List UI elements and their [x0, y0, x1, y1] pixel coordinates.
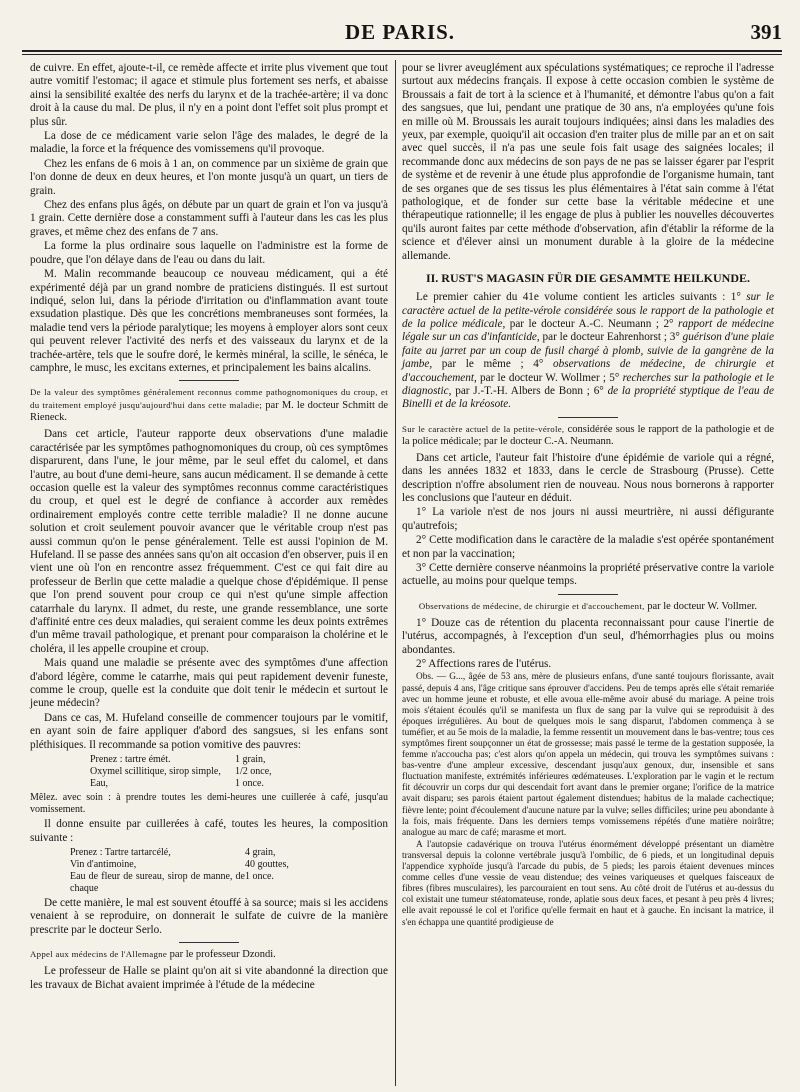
article-title: rapport de médecine légale sur un cas d'infanticide [402, 317, 774, 344]
text-run: , par J.-T.-H. Albers de Bonn ; 6° [448, 384, 608, 397]
article-title: sur le caractère actuel de la petite-vérole considérée sous le rapport de la pathologie et de la police médicale [402, 291, 775, 330]
page-header [0, 0, 800, 60]
text-run: , par le docteur Eahrenhorst ; 3° [536, 331, 683, 344]
text-run: , par le docteur W. Wollmer ; 5° [473, 371, 623, 384]
ingredient: Oxymel scillitique, sirop simple, [90, 766, 221, 778]
paragraph: Mais quand une maladie se présente avec des symptômes d'une affection d'abord légère, comme le catarrhe, mais qui peut rapidement devenir funeste, comme le croup, quelle est la conduite que doit tenir le médecin et surtout le jeune médecin? [30, 657, 388, 710]
paragraph: 1° Douze cas de rétention du placenta reconnaissant pour cause l'inertie de l'utérus, accompagnés, à l'exception d'un seul, d'hémorrhagies plus ou moins abondantes. [402, 616, 774, 656]
paragraph: de cuivre. En effet, ajoute-t-il, ce remède affecte et irrite plus vivement que tout autre vomitif l'estomac; il agace et stimule plus fortement ses nerfs, et abaisse ainsi la sensibilité exaltée des nerfs du larynx et de la trachée-artère; il va donc droit à la cause du mal. De plus, il n'y en a point dont l'effet soit plus prompt et plus sûr. [30, 62, 388, 128]
article-heading [30, 386, 388, 424]
article-title: de la propriété styptique de l'eau de Binelli et de la kréosote. [402, 384, 774, 411]
dose: 4 grain, [245, 846, 276, 858]
prescription-line [30, 754, 388, 766]
article-heading-author: par le docteur W. Vollmer. [647, 600, 758, 612]
paragraph [402, 291, 774, 412]
article-title: recherches sur la pathologie et le diagnostic [402, 371, 775, 397]
paragraph: La dose de ce médicament varie selon l'âge des malades, le degré de la maladie, la force et la fréquence des vomissemens qu'il provoque. [30, 130, 388, 156]
ingredient: Vin d'antimoine, [70, 858, 137, 870]
header-rule [22, 50, 782, 52]
paragraph: pour se livrer aveuglément aux spéculations systématiques; ce reproche il l'adresse surtout aux médecins français. Il expose à cette occasion combien le système de Broussais a fait de tort à la science et à l'humanité, et démontre l'abus qu'on a fait des sangsues, que lui, pendant une pratique de 30 ans, n'a employées qu'une fois en mille où M. Broussais les aurait toujours indiquées; ainsi dans les maladies des yeux, par exemple, quoiqu'il ait occasion d'en traiter plus de mille par an et on sait avec quel succès, il n'a pas une seule fois fait usage des saignées locales; il recommande donc aux médecins de son pays de ne pas se laisser égarer par l'esprit de système et de revenir à une étude plus approfondie de l'organisme humain, tant de ses organes que de ses tissus les plus élémentaires à l'état sain comme à l'état pathologique, et de fonder sur cette base la véritable médecine et une thérapeutique rationnelle; il les engage de plus à publier les nouvelles découvertes qu'ils auront faites par cette méthode d'observation, afin d'établir la réforme de la science et d'élever ainsi un monument durable à la gloire de la médecine allemande. [402, 62, 774, 262]
article-title: guérison d'une plaie faite au jarret par un coup de fusil chargé à plomb, suivie de la gangrène de la jambe [402, 331, 775, 371]
paragraph: Chez des enfans plus âgés, on débute par un quart de grain et l'on va jusqu'à 1 grain. Cette dernière dose a constamment suffi à l'auteur dans les cas les plus graves, et même chez des enfans de 7 ans. [30, 199, 388, 238]
ingredient: Prenez : Tartre tartarcélé, [70, 846, 171, 858]
running-title: DE PARIS. [344, 20, 456, 44]
article-heading-author: considérée sous le rapport de la pathologie et de la police médicale; par le docteur C.-A. Neumann. [402, 423, 774, 447]
prescription-line [30, 766, 388, 778]
paragraph: 2° Affections rares de l'utérus. [416, 658, 552, 671]
ingredient: Eau de fleur de sureau, sirop de manne, de chaque [70, 870, 245, 894]
ingredient: Eau, [90, 778, 109, 790]
paragraph: Dans cet article, l'auteur fait l'histoire d'une épidémie de variole qui a régné, dans les années 1832 et 1833, dans le cercle de Strasbourg (Prusse). Cette description n'offre absolument rien de nouveau. Nous nous bornerons à rapporter les conclusions que l'auteur en déduit. [402, 451, 774, 504]
dose: 1/2 once, [235, 766, 272, 778]
prescription-1 [30, 754, 388, 790]
paragraph: 3° Cette dernière conserve néanmoins la propriété préservative contre la variole actuelle, au moins pour quelque temps. [402, 562, 774, 588]
header-rule-thin [22, 54, 782, 55]
article-heading-title: Observations de médecine, de chirurgie et d'accouchement, [418, 600, 645, 611]
prescription-note: Mêlez. avec soin : à prendre toutes les demi-heures une cuillerée à café, jusqu'au vomissement. [30, 792, 388, 816]
text-run: , par le docteur A.-C. Neumann ; 2° [502, 317, 678, 330]
article-heading [30, 948, 388, 961]
prescription-line [30, 778, 388, 790]
article-heading-title: Sur le caractère actuel de la petite-vérole, [402, 423, 565, 434]
dose: 1 once. [235, 778, 264, 790]
separator-rule [179, 942, 239, 943]
prescription-2 [30, 847, 388, 895]
column-divider [395, 60, 396, 1086]
observation-paragraph: A l'autopsie cadavérique on trouva l'utérus énormément développé présentant un diamètre transversal depuis la colonne vertébrale jusqu'à l'ombilic, de 6 pieds, et un longitudinal depuis l'appendice xyphoïde jusqu'à l'arcade du pubis, de 5 pieds; les parois étaient devenues minces comme celles d'une vessie de veau distendue; des veines variqueuses et quelques faisceaux de fibres (fibres musculaires), les parcouraient en tout sens. Au côté droit de l'utérus et au-dessus du col existait une tumeur stéatomateuse, ronde, aplatie sous deux faces, et pesant à peu près 4 livres; elle avait repoussé le col et l'orifice qu'elle fermait en haut et à gauche. En incisant la matrice, il s'en échappa une quantité prodigieuse de [402, 839, 774, 928]
article-heading [402, 423, 774, 448]
left-column [30, 62, 388, 993]
article-heading [402, 600, 774, 613]
dose: 1 grain, [235, 754, 266, 766]
paragraph: Chez les enfans de 6 mois à 1 an, on commence par un sixième de grain que l'on donne de deux en deux heures, et l'on monte jusqu'à un quart, un tiers de grain. [30, 157, 388, 197]
text-run: Le premier cahier du 41e volume contient les articles suivants : 1° [416, 291, 747, 304]
separator-rule [558, 417, 618, 418]
dose: 1 once. [245, 870, 274, 882]
right-column [402, 62, 774, 930]
prescription-line [30, 847, 388, 859]
paragraph: 1° La variole n'est de nos jours ni aussi meurtrière, ni aussi défigurante qu'autrefois; [402, 506, 774, 532]
page-number: 391 [750, 20, 782, 44]
article-heading-author: par le professeur Dzondi. [169, 949, 276, 961]
prescription-line [30, 871, 388, 895]
dose: 40 gouttes, [245, 858, 289, 870]
observation-paragraph: Obs. — G..., âgée de 53 ans, mère de plusieurs enfans, d'une santé toujours florissante, avait passé, depuis 4 ans, l'âge critique sans éprouver d'accidens. Peu de temps après elle s'était remariée avec un homme jeune et robuste, et elle avoua elle-même avoir abusé du mariage. A peine trois mois s'étaient écoulés qu'il se manifesta un flux de sang par la vulve qui se reproduisit à des époques irrégulières. Au bout de quelques mois le sang disparut, l'abdomen commença à se tuméfier, et au 5e mois de la maladie, la femme ressentit un mouvement dans le bas-ventre; tous ces symptômes firent soupçonner un état de grossesse; mais passé le terme de la gestation supposée, la femme n'accoucha pas; c'est alors qu'on appela un médecin, qui trouva les symptômes suivans : bas-ventre d'une ampleur excessive, descendant jusqu'aux genoux, dur, insensible et sans fluctuation manifeste, extrémités inférieures œdémateuses. L'exploration par le vagin et le rectum fit découvrir un corps dur qui descendait fort avant dans le premier organe; l'orifice de la matrice avait disparu; ses parois étaient partout également distendues; habitus de la malade cachectique; fièvre lente; point d'écoulement d'aucune nature par la vulve; selles difficiles; urine peu abondante à la fois, mais fréquente. Dans les derniers temps vomissemens répétés d'une matière noirâtre; analogue au marc de café; marasme et mort. [402, 672, 774, 838]
separator-rule [558, 594, 618, 595]
prescription-line [30, 859, 388, 871]
paragraph: Le professeur de Halle se plaint qu'on ait si vite abandonné la direction que les travaux de Bichat avaient imprimée à l'étude de la médecine [30, 965, 388, 991]
text-run: , par le même ; 4° [429, 358, 554, 371]
paragraph: Dans cet article, l'auteur rapporte deux observations d'une maladie caractérisée par les symptômes pathognomoniques du croup, où ces symptômes disparurent, dans l'une, le jour même, par le seul effet du calomel, et dans l'autre, au bout d'une demi-heure, sans aucun médicament. Il se demande à cette occasion quelle est la valeur des symptômes reconnus comme caractéristiques du croup, et quel est le degré de confiance à accorder aux remèdes ordinairement employés contre cette terrible maladie? Il ne donne aucune solution et croit seulement pouvoir avancer que le véritable croup n'est pas aussi commun qu'on le pense généralement. Telle est aussi l'opinion de M. Hufeland. Il se passe des années sans qu'on ait occasion d'en observer, puis il en vient une où l'on en rencontre assez fréquemment. C'est ce qui fait dire au professeur de Berlin que cette maladie a quelque chose d'épidémique. Il pense que l'on prend souvent pour croup ce qui n'est qu'une simple affection catarrhale du larynx. Il admet, du reste, une grande ressemblance, une sorte d'affinité entre ces deux maladies, qui seraient comme les deux points extrêmes d'un même travail pathologique, et prenant pour comparaison la cholérine et le choléra, il les appelle croupine et croup. [30, 428, 388, 655]
paragraph: M. Malin recommande beaucoup ce nouveau médicament, qui a été expérimenté déjà par un grand nombre de praticiens distingués. Il est surtout indiqué, selon lui, dans la période d'irritation ou d'inflammation avant toute exsudation plastique. Dès que les concrétions membraneuses sont formées, la maladie tend vers la période paralytique; les moyens à employer alors sont ceux qui peuvent relever l'activité des nerfs et des vaisseaux du larynx et de la trachée-artère, tels que le soufre doré, le kermès minéral, la scille, le sénéca, le camphre, le musc, les excitans externes, et principalement les bains alcalins. [30, 268, 388, 374]
article-heading-author: par M. le docteur Schmitt de Rieneck. [30, 400, 389, 424]
article-heading-title: De la valeur des symptômes généralement reconnus comme pathognomoniques du croup, et du traitement employé jusqu'aujourd'hui dans cette maladie; [30, 387, 388, 411]
article-title: observations de médecine, de chirurgie et d'accouchement [402, 358, 775, 384]
paragraph: Dans ce cas, M. Hufeland conseille de commencer toujours par le vomitif, en ayant soin de faire appliquer d'abord des sangsues, si les enfans sont pléthisiques. Il recommande sa potion vomitive des pauvres: [30, 711, 388, 751]
paragraph: 2° Cette modification dans le caractère de la maladie s'est opérée spontanément et non par la vaccination; [402, 534, 774, 560]
paragraph: La forme la plus ordinaire sous laquelle on l'administre est la forme de poudre, que l'on délaye dans de l'eau ou dans du lait. [30, 240, 388, 266]
section-title: II. RUST'S MAGASIN FÜR DIE GESAMMTE HEILKUNDE. [425, 271, 751, 286]
article-heading-title: Appel aux médecins de l'Allemagne [30, 949, 168, 960]
paragraph: Il donne ensuite par cuillerées à café, toutes les heures, la composition suivante : [30, 818, 388, 844]
separator-rule [179, 380, 239, 381]
paragraph: De cette manière, le mal est souvent étouffé à sa source; mais si les accidens venaient à se reproduire, on donnerait le sulfate de cuivre de la manière prescrite par le docteur Serlo. [30, 896, 388, 936]
ingredient: Prenez : tartre émét. [90, 754, 171, 766]
